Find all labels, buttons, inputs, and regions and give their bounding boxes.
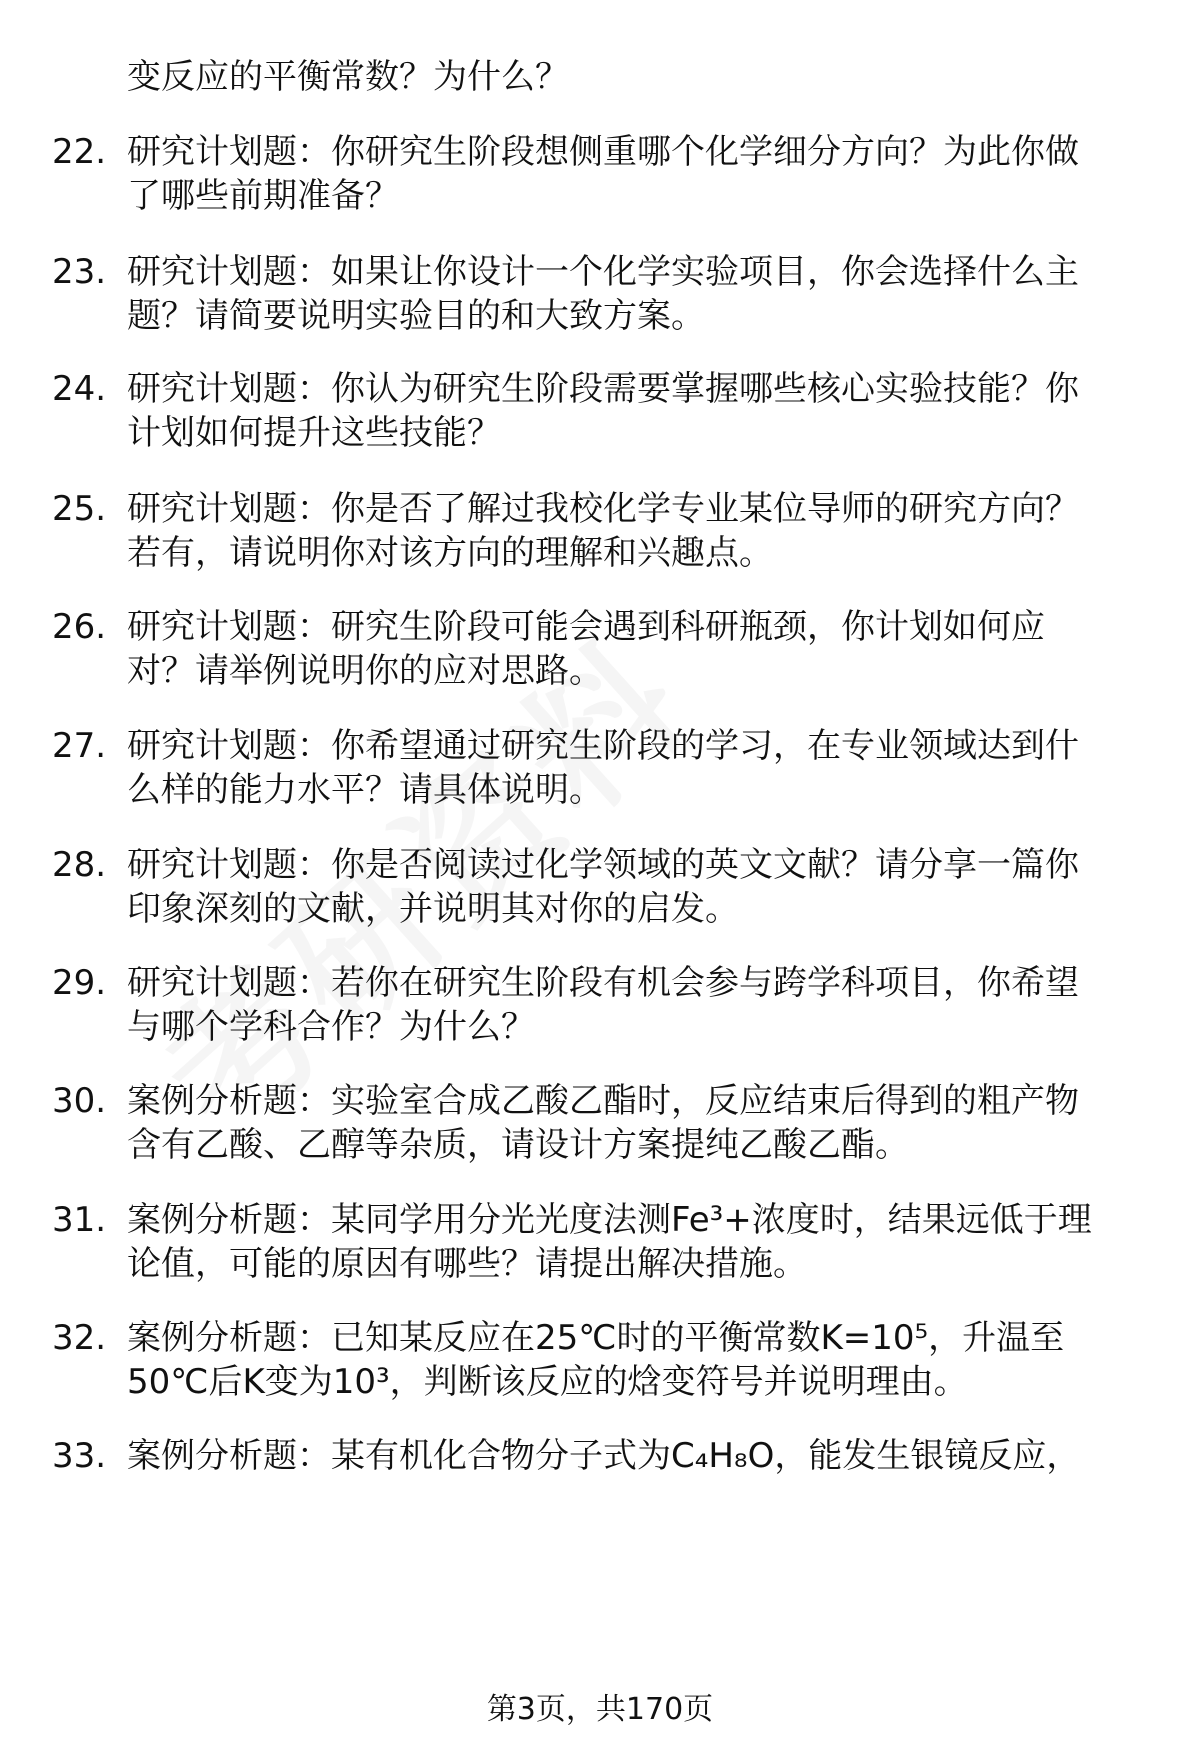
question-text-line2: 题？请简要说明实验目的和大致方案。 [127,296,705,336]
question-text-line1: 研究计划题：如果让你设计一个化学实验项目，你会选择什么主 [127,252,1079,292]
continuation-text: 变反应的平衡常数？为什么？ [127,57,569,97]
question-number: 25. [52,489,107,529]
question-text-line1: 案例分析题：实验室合成乙酸乙酯时，反应结束后得到的粗产物 [127,1081,1079,1121]
question-text-line2: 计划如何提升这些技能？ [127,413,501,453]
question-text-line1: 案例分析题：已知某反应在25℃时的平衡常数K=10⁵，升温至 [127,1318,1065,1358]
question-text-line1: 研究计划题：若你在研究生阶段有机会参与跨学科项目，你希望 [127,963,1079,1003]
question-text-line2: 了哪些前期准备？ [127,176,399,216]
question-text-line2: 么样的能力水平？请具体说明。 [127,770,603,810]
question-number: 33. [52,1436,107,1476]
question-number: 31. [52,1200,107,1240]
question-number: 26. [52,607,107,647]
page-number-footer: 第3页，共170页 [486,1692,714,1727]
question-number: 27. [52,726,107,766]
question-text-line1: 研究计划题：你希望通过研究生阶段的学习，在专业领域达到什 [127,726,1079,766]
question-text-line2: 印象深刻的文献，并说明其对你的启发。 [127,889,739,929]
question-number: 23. [52,252,107,292]
question-number: 29. [52,963,107,1003]
question-number: 22. [52,132,107,172]
question-text-line2: 论值，可能的原因有哪些？请提出解决措施。 [127,1244,807,1284]
question-text-line1: 研究计划题：你是否了解过我校化学专业某位导师的研究方向？ [127,489,1079,529]
question-text-line2: 若有，请说明你对该方向的理解和兴趣点。 [127,533,773,573]
question-number: 30. [52,1081,107,1121]
question-text-line1: 研究计划题：你是否阅读过化学领域的英文文献？请分享一篇你 [127,845,1079,885]
question-text-line2: 与哪个学科合作？为什么？ [127,1007,535,1047]
question-text-line1: 研究计划题：研究生阶段可能会遇到科研瓶颈，你计划如何应 [127,607,1045,647]
question-text-line2: 对？请举例说明你的应对思路。 [127,651,603,691]
question-number: 28. [52,845,107,885]
question-text-line1: 研究计划题：你研究生阶段想侧重哪个化学细分方向？为此你做 [127,132,1079,172]
question-text-line2: 含有乙酸、乙醇等杂质，请设计方案提纯乙酸乙酯。 [127,1125,909,1165]
question-text-line1: 案例分析题：某同学用分光光度法测Fe³+浓度时，结果远低于理 [127,1200,1092,1240]
question-number: 32. [52,1318,107,1358]
question-text-line2: 50℃后K变为10³，判断该反应的焓变符号并说明理由。 [127,1362,968,1402]
question-number: 24. [52,369,107,409]
question-text-line1: 研究计划题：你认为研究生阶段需要掌握哪些核心实验技能？你 [127,369,1079,409]
question-text-line1: 案例分析题：某有机化合物分子式为C₄H₈O，能发生银镜反应， [127,1436,1081,1476]
